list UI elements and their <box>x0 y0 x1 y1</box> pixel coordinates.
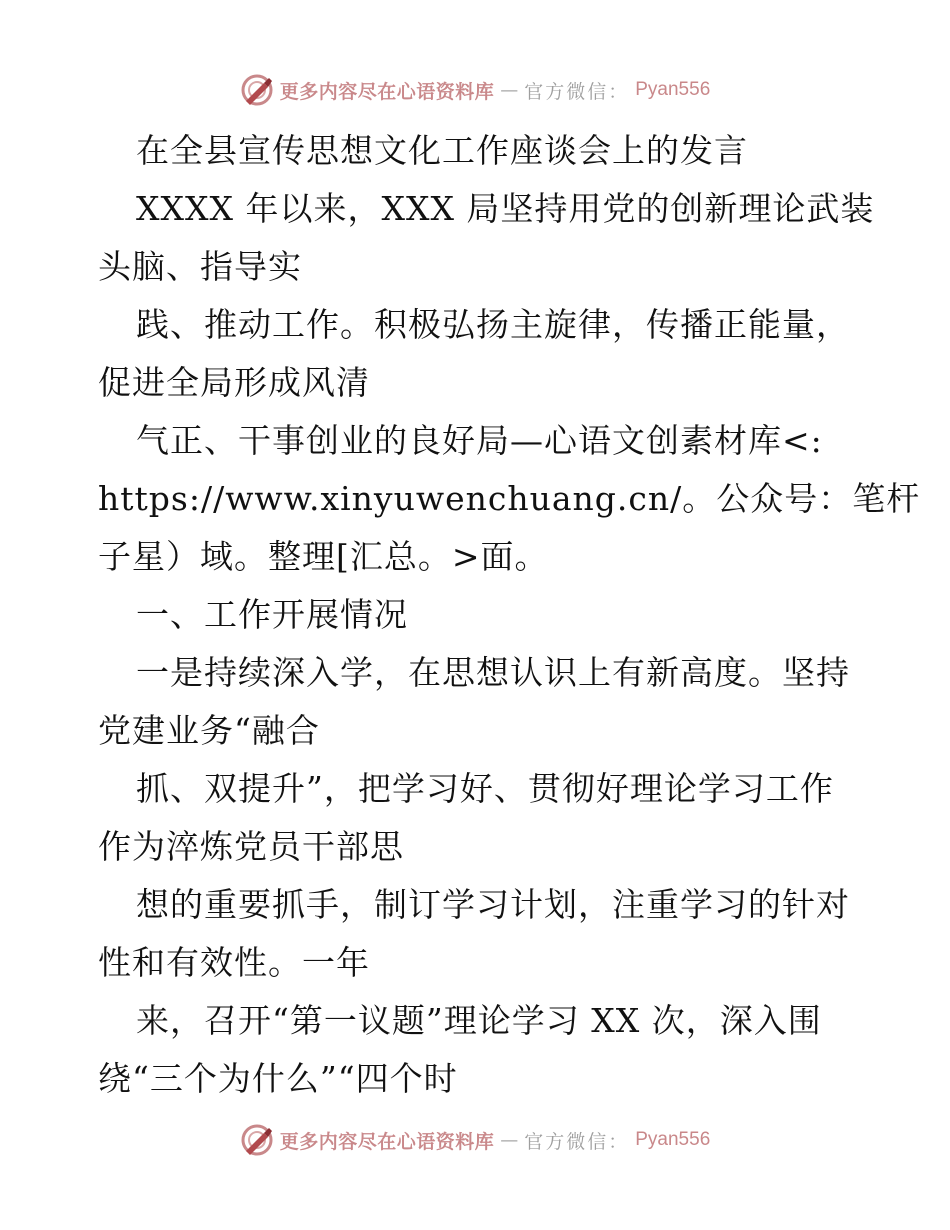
text-line: 气正、干事创业的良好局—心语文创素材库<: <box>136 421 823 460</box>
text-line: 性和有效性。一年 <box>98 943 370 982</box>
text-line: XXXX 年以来，XXX 局坚持用党的创新理论武装 <box>136 189 875 228</box>
banner-label: 官方微信： <box>524 80 630 103</box>
text-line: 一是持续深入学，在思想认识上有新高度。坚持 <box>136 653 850 692</box>
text-line: 党建业务“融合 <box>98 711 320 750</box>
text-line: 促进全局形成风清 <box>98 363 370 402</box>
text-line: https://www.xinyuwenchuang.cn/。公众号：笔杆 <box>98 479 921 518</box>
banner-account: Pyan556 <box>635 1129 711 1150</box>
text-line: 作为淬炼党员干部思 <box>98 827 404 866</box>
document-body <box>98 122 921 1108</box>
banner-main-text: 更多内容尽在心语资料库 <box>279 1130 495 1153</box>
banner-account: Pyan556 <box>635 79 711 100</box>
banner-separator: — <box>500 1129 519 1151</box>
text-line: 来，召开“第一议题”理论学习 XX 次，深入围 <box>136 1001 822 1040</box>
banner-main-text: 更多内容尽在心语资料库 <box>279 80 495 103</box>
text-line: 抓、双提升”，把学习好、贯彻好理论学习工作 <box>136 769 834 808</box>
banner-label: 官方微信： <box>524 1130 630 1153</box>
pen-logo-icon <box>240 1123 274 1157</box>
pen-logo-icon <box>240 73 274 107</box>
text-line: 子星）域。整理[汇总。>面。 <box>98 537 549 576</box>
text-line: 践、推动工作。积极弘扬主旋律，传播正能量， <box>136 305 850 344</box>
document-title: 在全县宣传思想文化工作座谈会上的发言 <box>136 131 748 170</box>
header-watermark-banner <box>0 70 950 110</box>
text-line: 一、工作开展情况 <box>136 595 408 634</box>
footer-watermark-banner <box>0 1120 950 1160</box>
banner-separator: — <box>500 79 519 101</box>
text-line: 绕“三个为什么”“四个时 <box>98 1059 458 1098</box>
text-line: 头脑、指导实 <box>98 247 302 286</box>
text-line: 想的重要抓手，制订学习计划，注重学习的针对 <box>136 885 850 924</box>
